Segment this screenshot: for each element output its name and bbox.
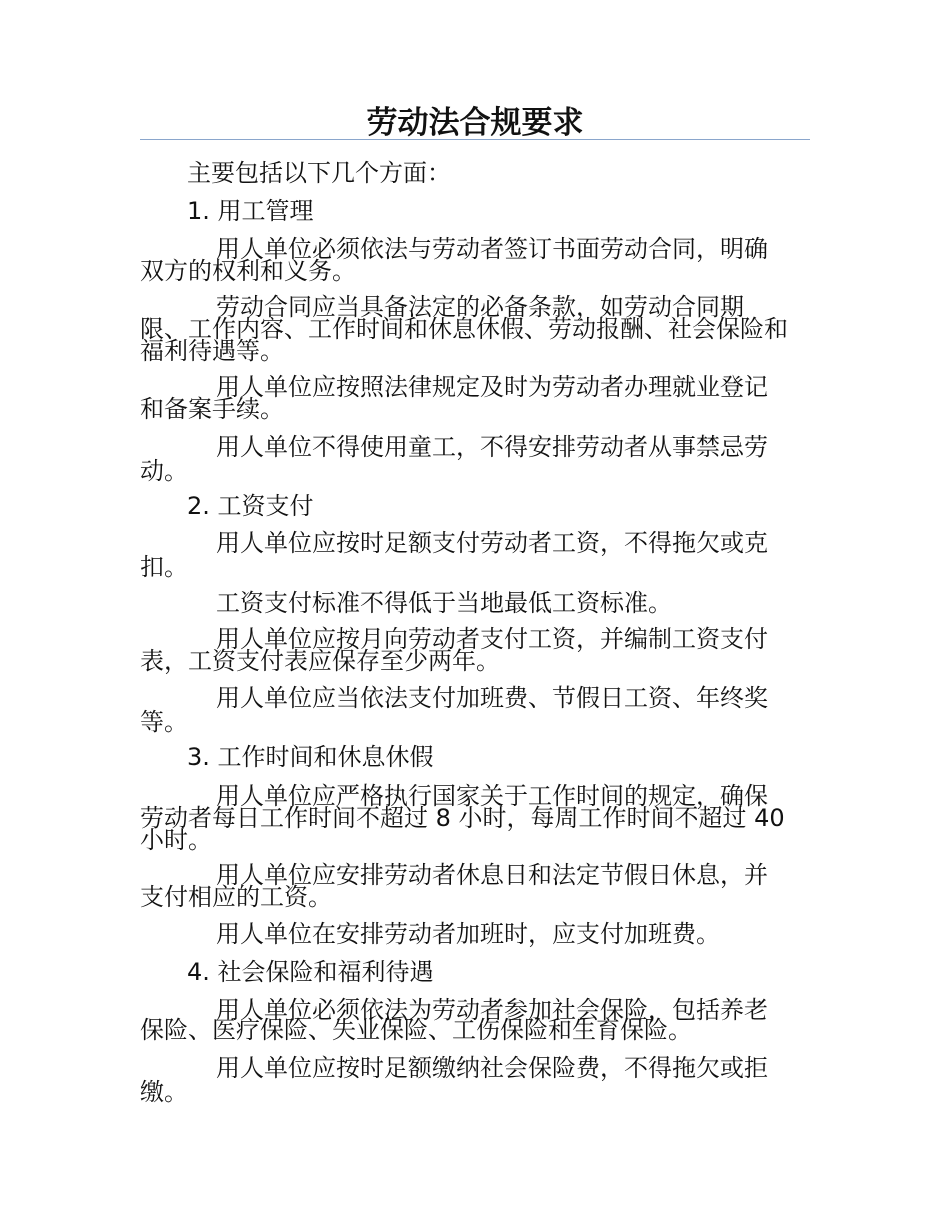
section-heading-3: 3. 工作时间和休息休假 — [187, 743, 434, 771]
paragraph-line: 用人单位应按时足额支付劳动者工资，不得拖欠或克 — [216, 529, 768, 557]
paragraph-line: 动。 — [140, 457, 188, 485]
paragraph-line: 保险、医疗保险、失业保险、工伤保险和生育保险。 — [140, 1016, 692, 1044]
section-heading-1: 1. 用工管理 — [187, 197, 314, 225]
paragraph-line: 用人单位应严格执行国家关于工作时间的规定，确保 — [216, 782, 768, 810]
paragraph-line: 支付相应的工资。 — [140, 883, 332, 911]
section-heading-2: 2. 工资支付 — [187, 492, 314, 520]
paragraph-line: 用人单位必须依法为劳动者参加社会保险，包括养老 — [216, 996, 768, 1024]
paragraph-line: 用人单位不得使用童工，不得安排劳动者从事禁忌劳 — [216, 433, 768, 461]
paragraph-line: 缴。 — [140, 1078, 188, 1106]
paragraph-line: 用人单位在安排劳动者加班时，应支付加班费。 — [216, 920, 720, 948]
intro-text: 主要包括以下几个方面： — [187, 159, 451, 187]
title-underline — [140, 139, 810, 140]
paragraph-line: 用人单位应按时足额缴纳社会保险费，不得拖欠或拒 — [216, 1054, 768, 1082]
paragraph-line: 用人单位应按月向劳动者支付工资，并编制工资支付 — [216, 625, 768, 653]
paragraph-line: 劳动合同应当具备法定的必备条款，如劳动合同期 — [216, 293, 744, 321]
paragraph-line: 双方的权利和义务。 — [140, 257, 356, 285]
paragraph-line: 小时。 — [140, 826, 212, 854]
paragraph-line: 限、工作内容、工作时间和休息休假、劳动报酬、社会保险和 — [140, 315, 788, 343]
paragraph-line: 和备案手续。 — [140, 395, 284, 423]
paragraph-line: 扣。 — [140, 553, 188, 581]
paragraph-line: 用人单位必须依法与劳动者签订书面劳动合同，明确 — [216, 235, 768, 263]
paragraph-line: 用人单位应按照法律规定及时为劳动者办理就业登记 — [216, 373, 768, 401]
page-title: 劳动法合规要求 — [366, 105, 584, 141]
paragraph-line: 劳动者每日工作时间不超过 8 小时，每周工作时间不超过 40 — [140, 804, 785, 832]
paragraph-line: 福利待遇等。 — [140, 337, 284, 365]
paragraph-line: 用人单位应当依法支付加班费、节假日工资、年终奖 — [216, 684, 768, 712]
paragraph-line: 用人单位应安排劳动者休息日和法定节假日休息，并 — [216, 861, 768, 889]
section-heading-4: 4. 社会保险和福利待遇 — [187, 958, 434, 986]
paragraph-line: 工资支付标准不得低于当地最低工资标准。 — [216, 589, 672, 617]
paragraph-line: 等。 — [140, 708, 188, 736]
paragraph-line: 表，工资支付表应保存至少两年。 — [140, 647, 500, 675]
